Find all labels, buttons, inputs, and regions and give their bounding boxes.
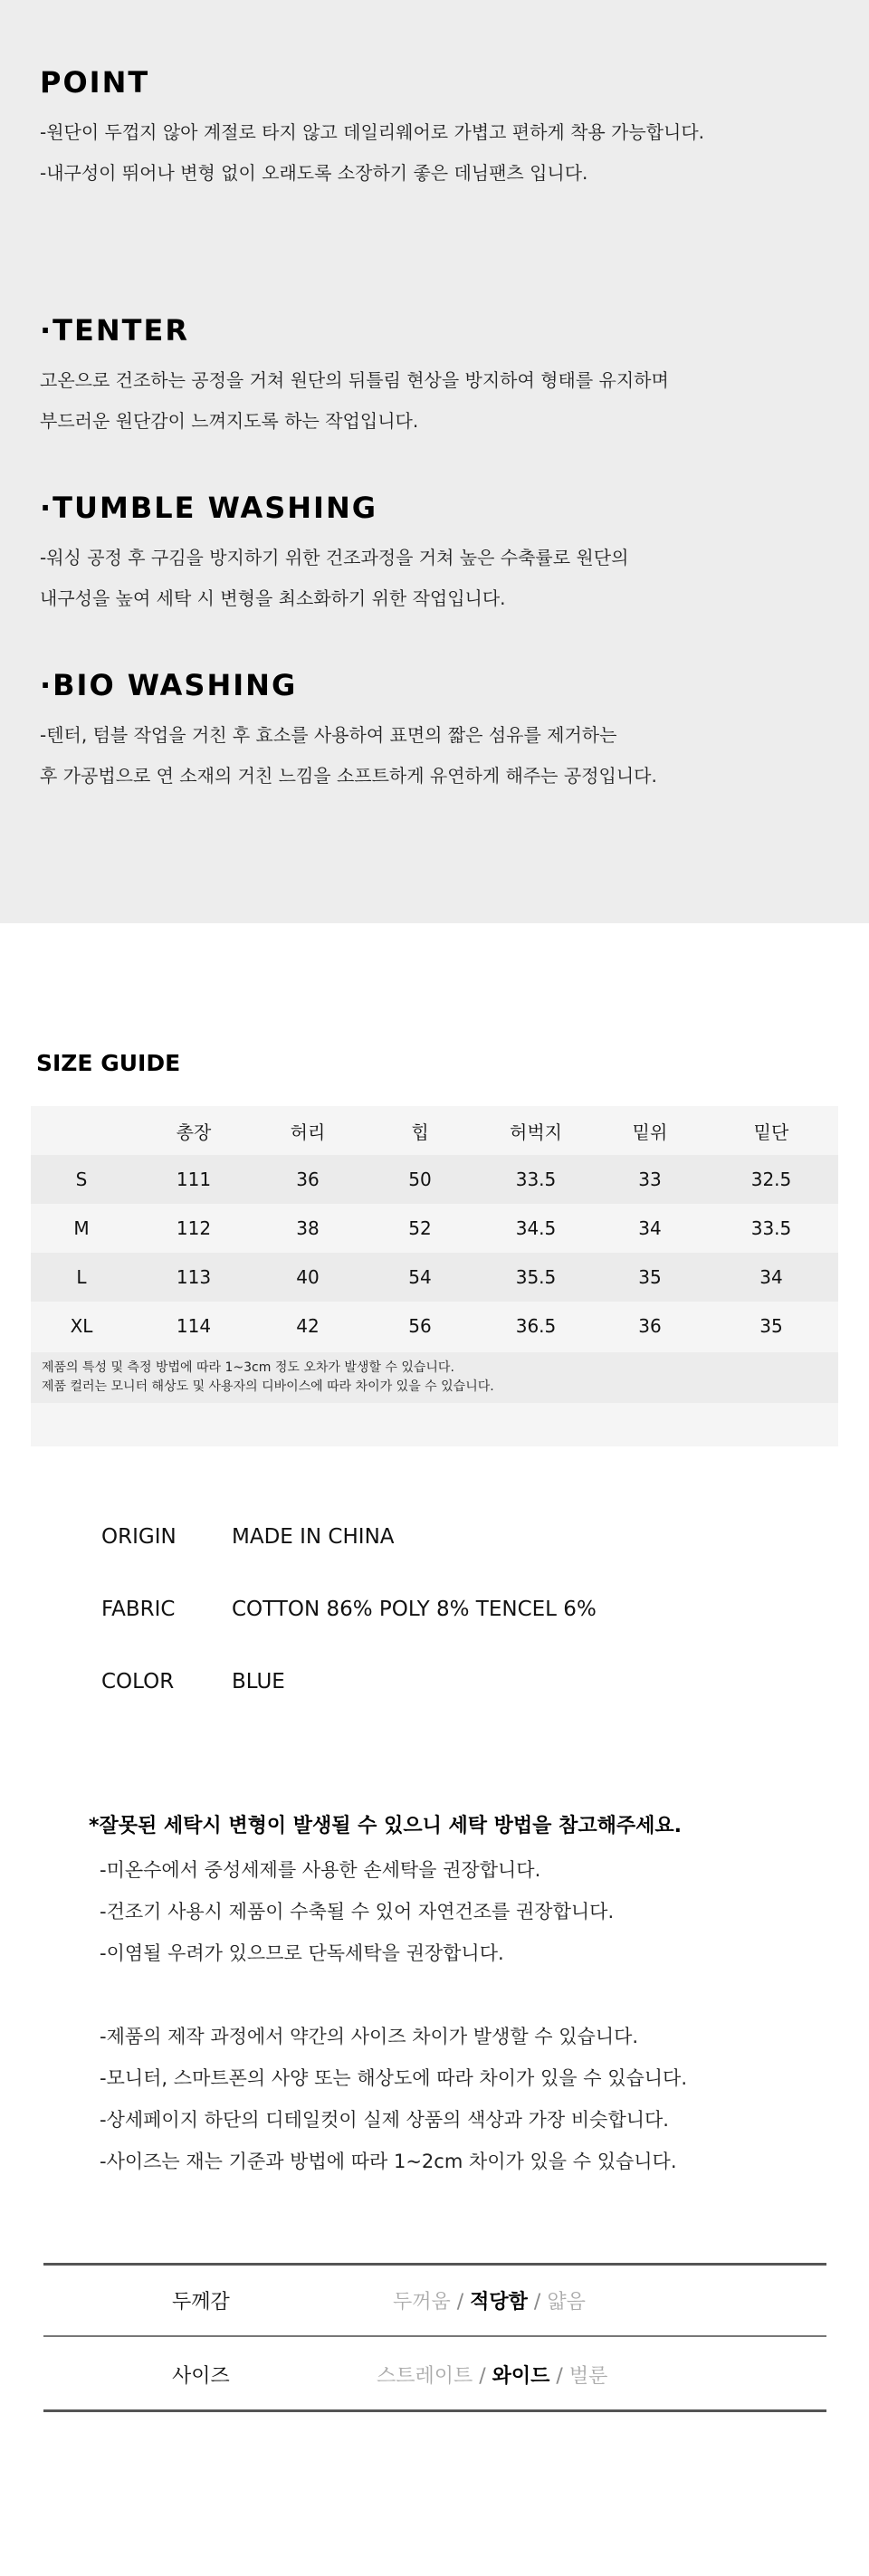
wash-line-2: -건조기 사용시 제품이 수축될 수 있어 자연건조를 권장합니다. — [100, 1901, 615, 1922]
fabric-label: FABRIC — [101, 1598, 176, 1621]
point-line-2: -내구성이 뛰어나 변형 없이 오래도록 소장하기 좋은 데님팬츠 입니다. — [40, 162, 588, 184]
table-cell: 54 — [408, 1266, 432, 1288]
size-fit-options — [377, 2361, 607, 2389]
notice-line-1: -제품의 제작 과정에서 약간의 사이즈 차이가 발생할 수 있습니다. — [100, 2026, 639, 2047]
separator: / — [527, 2291, 548, 2314]
table-row — [31, 1155, 838, 1204]
thickness-label: 두께감 — [172, 2291, 230, 2314]
separator: / — [450, 2291, 471, 2314]
origin-value: MADE IN CHINA — [232, 1525, 395, 1549]
divider — [43, 2335, 826, 2337]
tumble-line-2: 내구성을 높여 세탁 시 변형을 최소화하기 위한 작업입니다. — [40, 587, 506, 609]
size-label: S — [75, 1169, 88, 1190]
tenter-line-1: 고온으로 건조하는 공정을 거쳐 원단의 뒤틀림 현상을 방지하여 형태를 유지하며 — [40, 369, 669, 391]
size-guide-title: SIZE GUIDE — [36, 1050, 181, 1076]
notice-line-4: -사이즈는 재는 기준과 방법에 따라 1~2cm 차이가 있을 수 있습니다. — [100, 2151, 677, 2172]
table-row — [31, 1253, 838, 1302]
size-label: M — [73, 1217, 90, 1239]
point-title: POINT — [40, 65, 150, 100]
table-cell: 38 — [296, 1217, 320, 1239]
header-hip: 힙 — [411, 1121, 429, 1143]
tenter-line-2: 부드러운 원단감이 느껴지도록 하는 작업입니다. — [40, 410, 419, 432]
table-cell: 34.5 — [515, 1217, 557, 1239]
size-table — [31, 1106, 838, 1446]
table-cell: 112 — [176, 1217, 212, 1239]
table-cell: 35.5 — [515, 1266, 557, 1288]
notice-line-2: -모니터, 스마트폰의 사양 또는 해상도에 따라 차이가 있을 수 있습니다. — [100, 2067, 688, 2089]
thickness-option-medium: 적당함 — [470, 2291, 528, 2314]
tumble-line-1: -워싱 공정 후 구김을 방지하기 위한 건조과정을 거쳐 높은 수축률로 원단의 — [40, 547, 629, 568]
notice-line-3: -상세페이지 하단의 디테일컷이 실제 상품의 색상과 가장 비슷합니다. — [100, 2109, 669, 2131]
thickness-option-thick: 두꺼움 — [393, 2291, 451, 2314]
divider — [43, 2409, 826, 2412]
tenter-title: ·TENTER — [40, 313, 189, 348]
table-row — [31, 1204, 838, 1253]
thickness-options — [393, 2286, 586, 2314]
bio-line-1: -텐터, 텀블 작업을 거친 후 효소를 사용하여 표면의 짧은 섬유를 제거하는 — [40, 724, 617, 746]
bio-line-2: 후 가공법으로 연 소재의 거친 느낌을 소프트하게 유연하게 해주는 공정입니다. — [40, 765, 657, 787]
size-fit-label: 사이즈 — [172, 2365, 230, 2388]
table-cell: 35 — [638, 1266, 662, 1288]
header-hem: 밑단 — [753, 1121, 789, 1143]
size-table-header — [31, 1106, 838, 1155]
table-cell: 56 — [408, 1315, 432, 1337]
washing-guide-title: *잘못된 세탁시 변형이 발생될 수 있으니 세탁 방법을 참고해주세요. — [89, 1815, 682, 1837]
table-cell: 40 — [296, 1266, 320, 1288]
table-cell: 34 — [638, 1217, 662, 1239]
table-cell: 52 — [408, 1217, 432, 1239]
table-cell: 113 — [176, 1266, 212, 1288]
fabric-value: COTTON 86% POLY 8% TENCEL 6% — [232, 1598, 597, 1621]
divider — [43, 2263, 826, 2266]
wash-line-3: -이염될 우려가 있으므로 단독세탁을 권장합니다. — [100, 1942, 504, 1964]
header-thigh: 허벅지 — [510, 1121, 562, 1143]
bio-title: ·BIO WASHING — [40, 668, 298, 702]
size-label: L — [76, 1266, 87, 1288]
table-row — [31, 1302, 838, 1350]
features-section — [0, 0, 869, 923]
table-cell: 36 — [638, 1315, 662, 1337]
color-value: BLUE — [232, 1670, 285, 1693]
table-cell: 36.5 — [515, 1315, 557, 1337]
point-line-1: -원단이 두껍지 않아 계절로 타지 않고 데일리웨어로 가볍고 편하게 착용 가능합니다. — [40, 121, 705, 143]
table-cell: 32.5 — [750, 1169, 792, 1190]
tumble-title: ·TUMBLE WASHING — [40, 491, 377, 525]
table-cell: 33 — [638, 1169, 662, 1190]
table-cell: 35 — [759, 1315, 783, 1337]
separator: / — [473, 2365, 492, 2388]
size-note-2: 제품 컬러는 모니터 해상도 및 사용자의 디바이스에 따라 차이가 있을 수 있습니다. — [42, 1379, 494, 1394]
table-cell: 42 — [296, 1315, 320, 1337]
table-cell: 33.5 — [750, 1217, 792, 1239]
table-cell: 114 — [176, 1315, 212, 1337]
fit-option-straight: 스트레이트 — [377, 2365, 473, 2388]
table-cell: 36 — [296, 1169, 320, 1190]
fit-option-balloon: 벌룬 — [568, 2365, 608, 2388]
origin-label: ORIGIN — [101, 1525, 177, 1549]
table-cell: 111 — [176, 1169, 212, 1190]
table-cell: 34 — [759, 1266, 783, 1288]
header-rise: 밑위 — [632, 1121, 668, 1143]
color-label: COLOR — [101, 1670, 175, 1693]
wash-line-1: -미온수에서 중성세제를 사용한 손세탁을 권장합니다. — [100, 1859, 541, 1881]
separator: / — [549, 2365, 569, 2388]
size-note-1: 제품의 특성 및 측정 방법에 따라 1~3cm 정도 오차가 발생할 수 있습니다. — [42, 1360, 454, 1375]
size-label: XL — [70, 1315, 93, 1337]
table-cell: 50 — [408, 1169, 432, 1190]
header-waist: 허리 — [290, 1121, 326, 1143]
table-cell: 33.5 — [515, 1169, 557, 1190]
fit-option-wide: 와이드 — [492, 2365, 550, 2388]
header-total-length: 총장 — [176, 1121, 212, 1143]
size-notes — [31, 1352, 838, 1403]
thickness-option-thin: 얇음 — [547, 2291, 586, 2314]
